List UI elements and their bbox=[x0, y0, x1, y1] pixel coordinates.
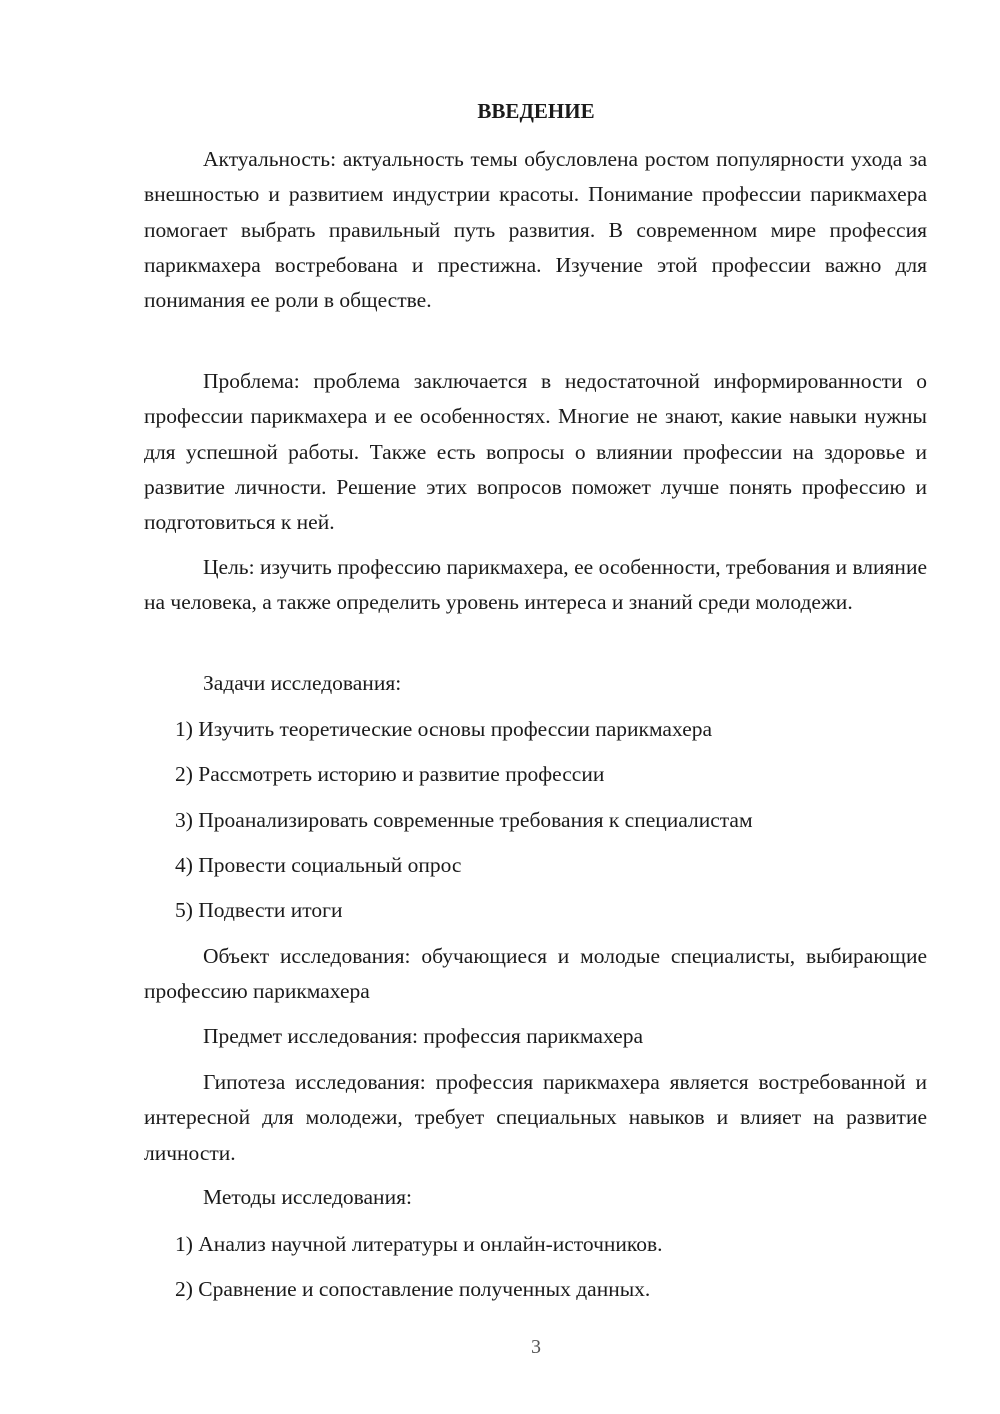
object-paragraph: Объект исследования: обучающиеся и молодые специалисты, выбирающие профессию парикмахера bbox=[144, 944, 927, 1004]
method-item: 2) Сравнение и сопоставление полученных данных. bbox=[175, 1277, 651, 1301]
goal-paragraph: Цель: изучить профессию парикмахера, ее особенности, требования и влияние на человека, а также определить уровень интереса и знаний среди молодежи. bbox=[144, 555, 927, 615]
task-item: 2) Рассмотреть историю и развитие профессии bbox=[175, 762, 605, 786]
task-item: 1) Изучить теоретические основы профессии парикмахера bbox=[175, 717, 713, 741]
hypothesis-paragraph: Гипотеза исследования: профессия парикмахера является востребованной и интересной для молодежи, требует специальных навыков и влияет на развитие личности. bbox=[144, 1070, 927, 1165]
page-number: 3 bbox=[531, 1336, 541, 1358]
method-item: 1) Анализ научной литературы и онлайн-источников. bbox=[175, 1232, 663, 1256]
tasks-heading: Задачи исследования: bbox=[203, 671, 402, 695]
section-heading: ВВЕДЕНИЕ bbox=[477, 99, 595, 123]
task-item: 4) Провести социальный опрос bbox=[175, 853, 462, 877]
task-item: 3) Проанализировать современные требования к специалистам bbox=[175, 808, 753, 832]
relevance-paragraph: Актуальность: актуальность темы обусловлена ростом популярности ухода за внешностью и развитием индустрии красоты. Понимание профессии парикмахера помогает выбрать правильный путь развития. В современном мире профессия парикмахера востребована и престижна. Изучение этой профессии важно для понимания ее роли в обществе. bbox=[144, 147, 927, 313]
methods-heading: Методы исследования: bbox=[203, 1185, 412, 1209]
task-item: 5) Подвести итоги bbox=[175, 898, 343, 922]
subject-paragraph: Предмет исследования: профессия парикмахера bbox=[203, 1024, 643, 1048]
problem-paragraph: Проблема: проблема заключается в недостаточной информированности о профессии парикмахера и ее особенностях. Многие не знают, какие навыки нужны для успешной работы. Также есть вопросы о влиянии профессии на здоровье и развитие личности. Решение этих вопросов поможет лучше понять профессию и подготовиться к ней. bbox=[144, 369, 927, 535]
